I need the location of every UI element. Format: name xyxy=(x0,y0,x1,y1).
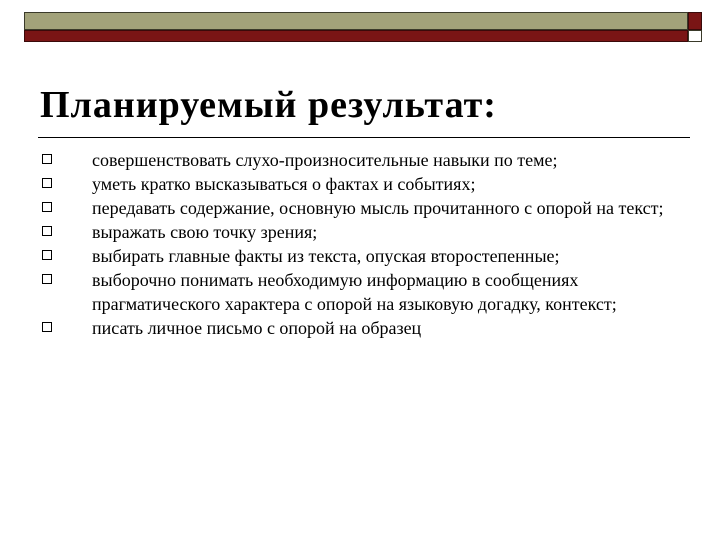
header-corner-white-block xyxy=(688,30,702,42)
header-band-dark-red xyxy=(24,30,688,42)
header-corner-red-block xyxy=(688,12,702,30)
hollow-square-bullet-icon xyxy=(42,226,52,236)
list-item xyxy=(38,316,688,340)
hollow-square-bullet-icon xyxy=(42,202,52,212)
bullet-list xyxy=(38,148,688,340)
list-item-text: выбирать главные факты из текста, опуская второстепенные; xyxy=(92,246,560,266)
list-item xyxy=(38,220,688,244)
hollow-square-bullet-icon xyxy=(42,274,52,284)
list-item xyxy=(38,244,688,268)
list-item xyxy=(38,268,688,316)
list-item-text: уметь кратко высказываться о фактах и событиях; xyxy=(92,174,476,194)
list-item-text: совершенствовать слухо-произносительные навыки по теме; xyxy=(92,150,558,170)
list-item-text: выборочно понимать необходимую информацию в сообщениях прагматического характера с опорой на языковую догадку, контекст; xyxy=(92,270,617,314)
header-band-olive xyxy=(24,12,688,30)
hollow-square-bullet-icon xyxy=(42,250,52,260)
hollow-square-bullet-icon xyxy=(42,322,52,332)
list-item xyxy=(38,172,688,196)
title-underline xyxy=(38,137,690,138)
hollow-square-bullet-icon xyxy=(42,178,52,188)
hollow-square-bullet-icon xyxy=(42,154,52,164)
slide-title: Планируемый результат: xyxy=(40,84,497,126)
list-item-text: передавать содержание, основную мысль прочитанного с опорой на текст; xyxy=(92,198,664,218)
list-item-text: писать личное письмо с опорой на образец xyxy=(92,318,422,338)
list-item-text: выражать свою точку зрения; xyxy=(92,222,318,242)
list-item xyxy=(38,148,688,172)
list-item xyxy=(38,196,688,220)
